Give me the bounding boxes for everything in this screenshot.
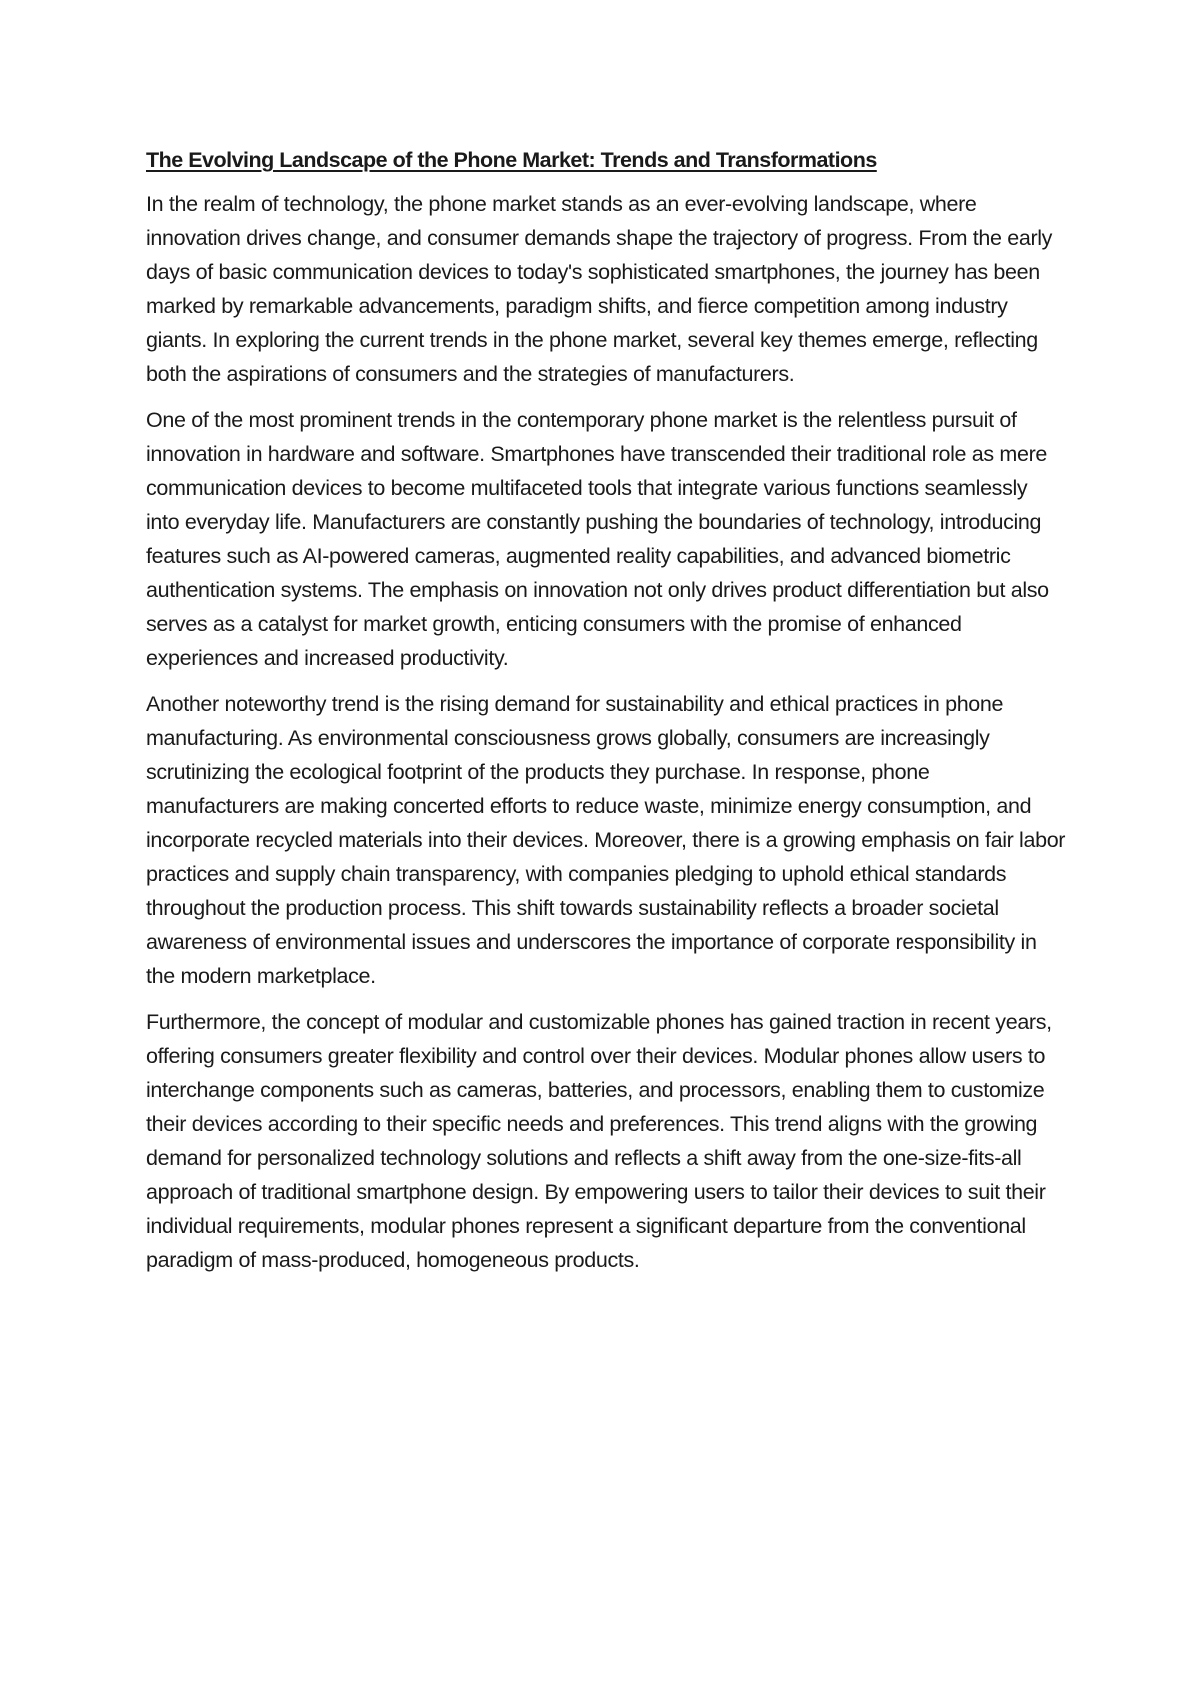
document-body: [146, 143, 1066, 1289]
paragraph-innovation: One of the most prominent trends in the contemporary phone market is the relentless pursuit of innovation in hardware and software. Smartphones have transcended their traditional role as mere communication devices to become multifaceted tools that integrate various functions seamlessly into everyday life. Manufacturers are constantly pushing the boundaries of technology, introducing features such as AI-powered cameras, augmented reality capabilities, and advanced biometric authentication systems. The emphasis on innovation not only drives product differentiation but also serves as a catalyst for market growth, enticing consumers with the promise of enhanced experiences and increased productivity.: [146, 408, 1049, 670]
paragraph-sustainability: Another noteworthy trend is the rising demand for sustainability and ethical practices in phone manufacturing. As environmental consciousness grows globally, consumers are increasingly scrutinizing the ecological footprint of the products they purchase. In response, phone manufacturers are making concerted efforts to reduce waste, minimize energy consumption, and incorporate recycled materials into their devices. Moreover, there is a growing emphasis on fair labor practices and supply chain transparency, with companies pledging to uphold ethical standards throughout the production process. This shift towards sustainability reflects a broader societal awareness of environmental issues and underscores the importance of corporate responsibility in the modern marketplace.: [146, 692, 1066, 988]
document-title: The Evolving Landscape of the Phone Market: Trends and Transformations: [146, 148, 877, 172]
paragraph-modular-phones: Furthermore, the concept of modular and customizable phones has gained traction in recent years, offering consumers greater flexibility and control over their devices. Modular phones allow users to interchange components such as cameras, batteries, and processors, enabling them to customize their devices according to their specific needs and preferences. This trend aligns with the growing demand for personalized technology solutions and reflects a shift away from the one-size-fits-all approach of traditional smartphone design. By empowering users to tailor their devices to suit their individual requirements, modular phones represent a significant departure from the conventional paradigm of mass-produced, homogeneous products.: [146, 1010, 1052, 1272]
paragraph-intro: In the realm of technology, the phone market stands as an ever-evolving landscape, where innovation drives change, and consumer demands shape the trajectory of progress. From the early days of basic communication devices to today's sophisticated smartphones, the journey has been marked by remarkable advancements, paradigm shifts, and fierce competition among industry giants. In exploring the current trends in the phone market, several key themes emerge, reflecting both the aspirations of consumers and the strategies of manufacturers.: [146, 192, 1053, 386]
